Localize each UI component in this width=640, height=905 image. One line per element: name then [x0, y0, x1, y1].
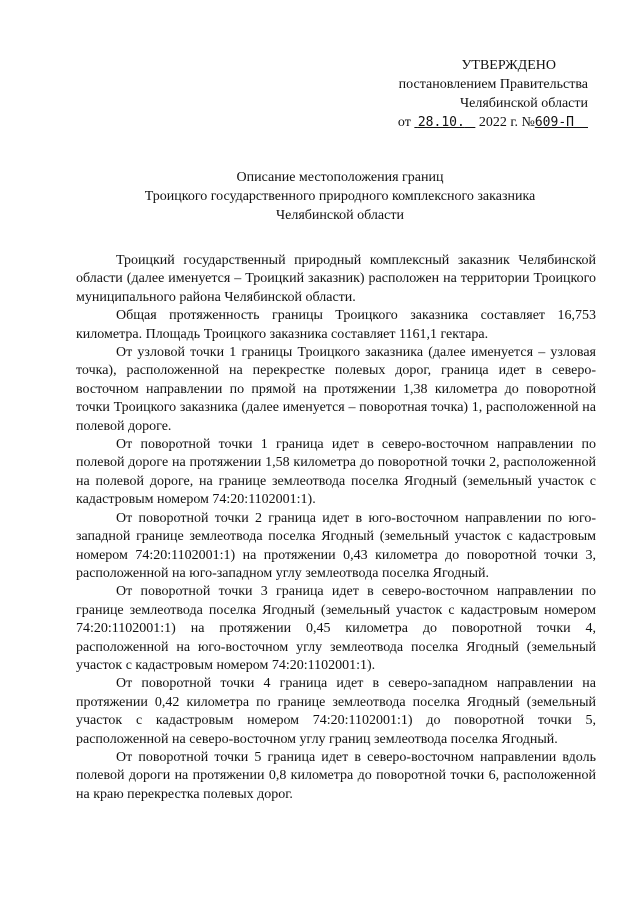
paragraph-3: От узловой точки 1 границы Троицкого заказника (далее именуется – узловая точка), расположенной на перекрестке полевых дорог, граница идет в северо-восточном направлении по прямой на протяжении 1,38 километра до поворотной точки Троицкого заказника (далее именуется – поворотная точка) 1, расположенной на полевой дороге. [76, 345, 596, 434]
approval-line-1: постановлением Правительства [398, 77, 588, 92]
approval-heading: УТВЕРЖДЕНО [461, 58, 556, 73]
approval-date-line [348, 113, 588, 132]
paragraph-5: От поворотной точки 2 граница идет в юго-восточном направлении по юго-западной границе землеотвода поселка Ягодный (земельный участок с кадастровым номером 74:20:1102001:1) на протяжении 0,43 километра до поворотной точки 3, расположенной на юго-западном углу землеотвода поселка Ягодный. [76, 510, 596, 581]
date-prefix: от [397, 115, 411, 130]
document-title [40, 168, 640, 225]
paragraph-6: От поворотной точки 3 граница идет в северо-восточном направлении по границе землеотвода поселка Ягодный (земельный участок с кадастровым номером 74:20:1102001:1) на протяжении 0,45 километра до поворотной точки 4, расположенной на юго-восточном углу землеотвода поселка Ягодный (земельный участок с кадастровым номером 74:20:1102001:1). [76, 584, 596, 673]
approval-stamp [348, 56, 588, 132]
number-value-field [535, 115, 588, 130]
paragraph-8: От поворотной точки 5 граница идет в северо-восточном направлении вдоль полевой дороги на протяжении 0,8 километра до поворотной точки 6, расположенной на краю перекрестка полевых дорог. [76, 749, 596, 802]
paragraph-4: От поворотной точки 1 граница идет в северо-восточном направлении по полевой дороге на протяжении 1,58 километра до поворотной точки 2, расположенной на полевой дороге, на границе землеотвода поселка Ягодный (земельный участок с кадастровым номером 74:20:1102001:1). [76, 437, 596, 508]
year: 2022 г. [478, 115, 518, 130]
document-body [76, 252, 596, 804]
title-line-1: Описание местоположения границ [236, 170, 444, 185]
number-value: 609-П [534, 115, 574, 130]
number-prefix: № [521, 115, 535, 130]
paragraph-2: Общая протяженность границы Троицкого заказника составляет 16,753 километра. Площадь Троицкого заказника составляет 1161,1 гектара. [76, 308, 596, 342]
date-value: 28.10. [417, 115, 465, 130]
approval-line-2: Челябинской области [460, 96, 588, 111]
paragraph-7: От поворотной точки 4 граница идет в северо-западном направлении на протяжении 0,42 километра по границе землеотвода поселка Ягодный (земельный участок с кадастровым номером 74:20:1102001:1) до поворотной точки 5, расположенной на северо-восточном углу границ землеотвода поселка Ягодный. [76, 676, 596, 747]
title-line-3: Челябинской области [276, 208, 404, 223]
date-value-field [414, 115, 475, 130]
title-line-2: Троицкого государственного природного комплексного заказника [144, 189, 536, 204]
paragraph-1: Троицкий государственный природный комплексный заказник Челябинской области (далее именуется – Троицкий заказник) расположен на территории Троицкого муниципального района Челябинской области. [76, 253, 596, 305]
